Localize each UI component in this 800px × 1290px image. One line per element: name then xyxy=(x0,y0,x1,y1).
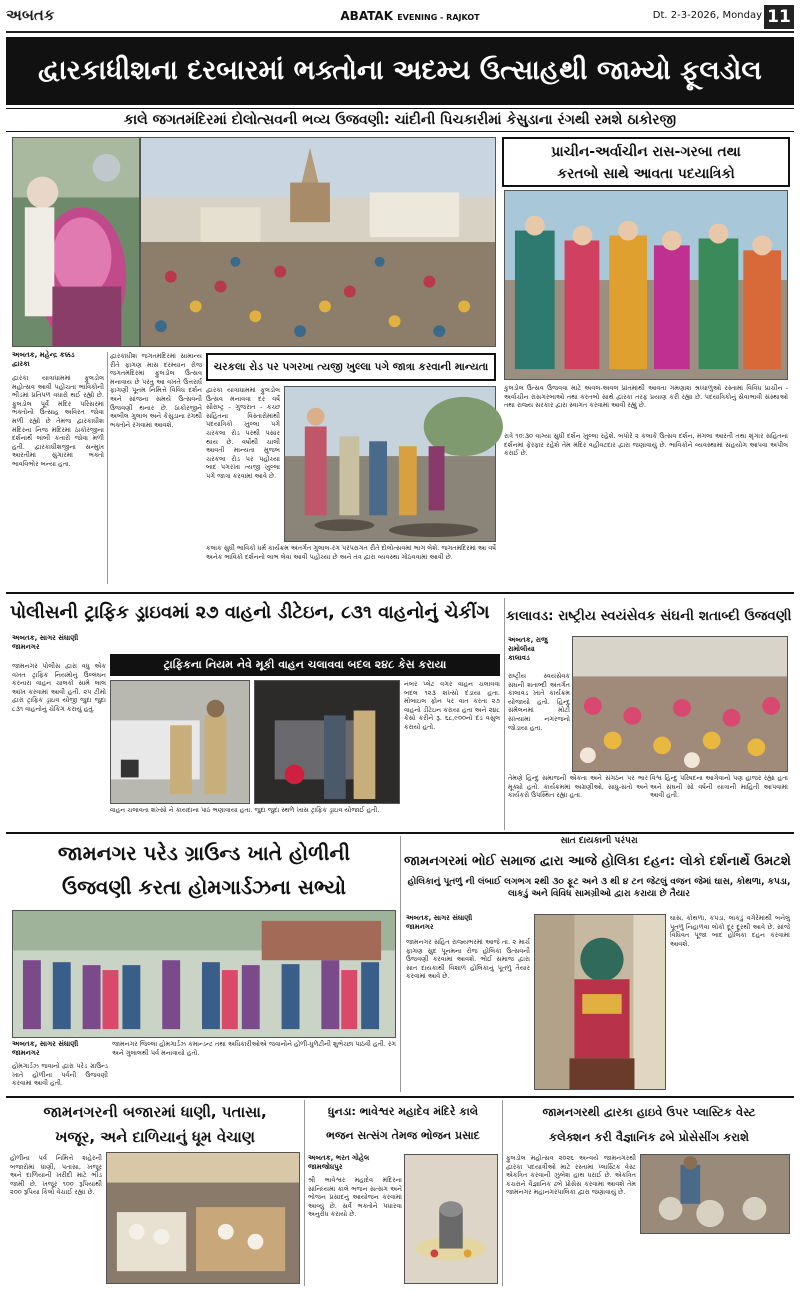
rss-body-1: રાષ્ટ્રીય સ્વયંસેવક સંઘની શતાબ્દી અંતર્ગત કાલાવડ ખાતે કાર્યક્રમ યોજાયો હતો. હિન્દુ સંમેલનમાં મોટી સંખ્યામાં નગરજનો જોડાયા હતા. xyxy=(508,672,570,732)
dates-headline xyxy=(8,1100,302,1152)
bhajan-body: શ્રી ભાવેશ્વર મહાદેવ મંદિરના સાંનિધ્યમાં કાલે ભજન સત્સંગ અને ભોજન પ્રસાદનું આયોજન કરવામાં આવ્યું છે. સર્વે ભક્તોને પધારવા અનુરોધ કરાયો છે. xyxy=(308,1176,402,1219)
lead-byline-place: દ્વારકા xyxy=(12,360,30,368)
homeguard-body-2: જામનગર જિલ્લા હોમગાર્ડઝ કમાન્ડન્ટ તથા અધિકારીઓએ જવાનોને હોળી-ધુળેટીની શુભેચ્છા પાઠવી હતી. રંગ અને ગુલાલથી પર્વ મનાવાયો હતો. xyxy=(112,1040,396,1057)
photo-traffic-police-1 xyxy=(110,680,250,804)
bhajan-headline-line-2: ભજન સત્સંગ તેમજ ભોજન પ્રસાદ xyxy=(326,1129,480,1142)
photo-traffic-police-2 xyxy=(254,680,400,804)
homeguard-byline-author: અબતક, સાગર સંઘાણી xyxy=(12,1040,79,1048)
homeguard-byline xyxy=(12,1040,108,1062)
traffic-headline: પોલીસની ટ્રાફિક ડ્રાઇવમાં ૨૭ વાહનો ડીટેઇન, ૮૩૧ વાહનોનું ચેકીંગ xyxy=(10,602,490,623)
holika-byline xyxy=(406,914,526,936)
plastic-headline xyxy=(504,1100,794,1152)
lead-byline-author: અબતક, મહેન્દ્ર કક્કડ xyxy=(12,351,75,359)
photo-shivling xyxy=(404,1154,498,1284)
homeguard-body-1: હોમગાર્ડઝ જવાનો દ્વારા પરેડ ગ્રાઉન્ડ ખાતે હોળીના પર્વની ઉજવણી કરવામાં આવી હતી. xyxy=(12,1062,108,1088)
masthead-name: ABATAK xyxy=(340,9,394,23)
traffic-byline xyxy=(12,634,108,658)
bhajan-byline-place: જામજોધપુર xyxy=(308,1163,343,1171)
traffic-body-2: વાહન ચલાવતા શખ્સો ને કાયદાના પાઠ ભણાવાયા હતા. જુદા જુદા સ્થળે ખાસ ટ્રાફિક ડ્રાઇવ યોજાઈ હતી. xyxy=(110,806,380,814)
column-rule xyxy=(107,352,108,584)
dates-headline-line-2: ખજૂર, અને દાળિયાનું ધૂમ વેચાણ xyxy=(55,1128,255,1146)
section-divider xyxy=(6,592,794,594)
column-rule xyxy=(504,598,505,830)
dates-headline-line-1: જામનગરની બજારમાં ધાણી, પતાસા, xyxy=(43,1103,267,1121)
photo-plastic-collection xyxy=(640,1154,790,1234)
page-number: 11 xyxy=(764,5,794,29)
holika-kicker: સાત દાયકાની પરંપરા xyxy=(560,836,638,846)
rasa-garba-heading-line-2: કરતબો સાથે આવતા પદયાત્રિકો xyxy=(557,166,735,182)
traffic-body-3: નંબર પ્લેટ વગર વાહન ચલાવવા બદલ ૧૨૩ શખ્સો દંડાયા હતા. મોબાઇલ ફોન પર વાત કરતા ૨૭ વાહનો ડીટેઇન કરાયા હતા અને ૨૪૮ કેસો કરીને રૂ. ૬૮,૯૦૦નો દંડ વસુલ કરાયો હતો. xyxy=(404,680,500,731)
holika-body-2: ઘાસ, કોથળા, કપડા, લાકડું વગેરેમાંથી બનેલું પૂતળું નિહાળવા લોકો દૂર દૂરથી આવે છે. સાંજે વિધિવત પૂજા બાદ હોલિકા દહન કરવામાં આવશે. xyxy=(670,914,790,948)
charkala-road-text: દ્વારકા યાત્રાધામમાં ફુલડોલ ઉત્સવ મનાવવા દર વર્ષે સૌરાષ્ટ્ર - ગુજરાત - કચ્છ સહિતના વિસ્તારોમાંથી પદયાત્રિકો ખુલ્લા પગે ચરકલા રોડ પરથી પસાર થાય છે. વર્ષોથી ચાલી આવતી માન્યતા મુજબ ચરકલા રોડ પર પહોંચ્યા બાદ પગરખા ત્યજી ખુલ્લા પગે જાત્રા કરવામાં આવે છે. xyxy=(206,386,280,480)
holika-byline-place: જામનગર xyxy=(406,923,434,931)
lead-body-column-1: દ્વારકા યાત્રાધામમાં ફુલડોલ મહોત્સવ આવી પહોંચતા ભાવિકોની ભીડમાં પ્રતિપળ વધારો થઈ રહ્યો છે. ફુલડોલ પૂર્વે મંદિર પરિસરમાં ભક્તોનો ઉત્સાહ અવિરત જોવા મળી રહ્યો છે તેમજ દ્વારકાધીશ મંદિરના નિજ મંદિરમાં ઠાકોરજીના દર્શનાર્થે લાંબી કતારો જોવા મળી હતી. દ્વારકાધીશજીના સન્મુખ આરતીમાં સુંગારમાં ભક્તો ભાવવિભોર બન્યા હતા. xyxy=(12,374,104,468)
plastic-headline-line-2: કલેક્શન કરી વૈજ્ઞાનિક ઢબે પ્રોસેસીંગ કરાશે xyxy=(548,1130,749,1144)
lead-body-column-2: દ્વારકાધીશ જગતમંદિરમાં સામાન્ય રીતે ફાગણ માસ દરમ્યાન રોજ જગતમંદિરમાં ફુલડોલ ઉત્સવ મનાવાય છે પરંતુ આ વખતે ઉત્તરાર્ધ ફાગણી પૂનમ નિમિત્તે વિવિધ દર્શન અને સાંજના સમયે ઉત્સવની ઉજવણી થનાર છે. ઠાકોરજીને અબીલ ગુલાલ અને કેસુડાના રંગથી ભક્તોને રંગવામાં આવશે. xyxy=(110,352,202,429)
photo-devotee-offering xyxy=(12,137,140,347)
traffic-subheadline: ટ્રાફિકના નિયમ નેવે મૂકી વાહન ચલાવવા બદલ ૨૪૮ કેસ કરાયા xyxy=(110,654,500,676)
plastic-headline-line-1: જામનગરથી દ્વારકા હાઇવે ઉપર પ્લાસ્ટિક વેસ્ટ xyxy=(542,1105,756,1119)
rss-headline: કાલાવડ: રાષ્ટ્રીય સ્વયંસેવક સંઘની શતાબ્દી ઉજવણી xyxy=(506,608,792,624)
rasa-garba-heading xyxy=(502,137,790,187)
plastic-body: ફુલડોલ મહોત્સવ ૨૦૨૬ અન્વયે જામનગરથી દ્વારકા પદયાત્રીઓ માટે રસ્તામાં પ્લાસ્ટિક વેસ્ટ એકત્રિત કરવાની ઝુંબેશ હાથ ધરાઈ છે. એકત્રિત કચરાને વૈજ્ઞાનિક ઢબે પ્રોસેસ કરવામાં આવશે તેમ જામનગર મહાનગરપાલિકા દ્વારા જણાવાયું છે. xyxy=(506,1154,636,1197)
column-rule xyxy=(502,1100,503,1286)
masthead-edition: EVENING - RAJKOT xyxy=(397,13,480,22)
bhajan-headline-line-1: ધુનડા: ભાવેશ્વર મહાદેવ મંદિરે કાલે xyxy=(327,1105,479,1118)
bhajan-byline-author: અબતક, ભરત ગોહેલ xyxy=(308,1154,370,1162)
homeguard-headline xyxy=(12,836,396,908)
masthead-date: Dt. 2-3-2026, Monday xyxy=(652,10,762,21)
rss-byline-place: કાલાવડ xyxy=(508,654,530,662)
traffic-byline-author: અબતક, સાગર સંઘાણી xyxy=(12,634,79,642)
holika-headline: જામનગરમાં ભોઈ સમાજ દ્વારા આજે હોલિકા દહન: લોકો દર્શનાર્થે ઉમટશે xyxy=(404,854,791,869)
homeguard-headline-line-1: જામનગર પરેડ ગ્રાઉન્ડ ખાતે હોળીની xyxy=(57,841,351,865)
photo-temple-crowd xyxy=(140,137,496,347)
photo-homeguard-members xyxy=(12,910,396,1038)
lead-headline: દ્વારકાધીશના દરબારમાં ભક્તોના અદમ્ય ઉત્સાહથી જામ્યો ફૂલડોલ xyxy=(6,37,794,105)
photo-rss-gathering xyxy=(572,636,788,772)
rasa-garba-heading-line-1: પ્રાચીન-અર્વાચીન રાસ-ગરબા તથા xyxy=(551,144,741,160)
bhajan-headline xyxy=(306,1100,500,1152)
holika-subheadline: હોલિકાનું પૂતળું ની લંબાઈ લગભગ ૨થી ૩૦ ફૂટ અને ૩ થી ૪ ટન જેટલું વજન જેમાં ઘાસ, કોથળા, કપડા, લાકડું અને વિવિધ સામગ્રીઓ દ્વારા કરાયા છે તૈયાર xyxy=(407,877,791,899)
homeguard-byline-place: જામનગર xyxy=(12,1049,40,1057)
newspaper-logo: અબતક xyxy=(6,6,55,24)
holika-body-1: જામનગર સહિત રાજ્યભરમાં આજે તા. ૨ માર્ચ ફાગણ સુદ પૂનમના રોજ હોલિકા ઉત્સવની ઉજવણી કરવામાં આવશે. ભોઈ સમાજ દ્વારા સાત દાયકાથી વિશાળ હોલિકાનું પૂતળું તૈયાર કરવામાં આવે છે. xyxy=(406,938,530,981)
rss-byline xyxy=(508,636,570,670)
traffic-byline-place: જામનગર xyxy=(12,643,40,651)
section-divider xyxy=(6,832,794,834)
rss-body-2: તેમણે હિન્દુ સમાજની એકતા અને સંગઠન પર ભાર મૂક્યો હતો. કાર્યક્રમમાં અગ્રણીઓ, સાધુ-સંતો અને કાર્યકરો ઉપસ્થિત રહ્યા હતા. xyxy=(508,774,648,800)
rasa-garba-text: કુલડોલ ઉત્સવ ઉજવવા માટે અવલ-અવલ પ્રાંતમાંથી આવતા ગમણાશ શ્રધ્ધાળુઓ રસ્તામાં વિવિધ પ્રાચીન - અર્વાચીન રાસગરબાઓ તથા કરતબો સાથે દ્વારકા તરફ પ્રયાણ કરી રહ્યા છે. પદયાત્રિકોનું સેવાભાવી સંસ્થાઓ તથા રાજ્ય સરકાર દ્વારા સ્વાગત કરવામાં આવી રહ્યું છે. xyxy=(504,384,788,410)
photo-market-stall xyxy=(106,1152,300,1284)
lead-subheadline: કાલે જગતમંદિરમાં દોલોત્સવની ભવ્ય ઉજવણી: ચાંદીની પિચકારીમાં કેસુડાના રંગથી રમશે ઠાકોરજી xyxy=(6,108,794,132)
lead-byline xyxy=(12,351,104,373)
masthead-rule xyxy=(6,31,794,33)
holika-byline-author: અબતક, સાગર સંઘાણી xyxy=(406,914,473,922)
charkala-road-heading: ચરકલા રોડ પર પગરખા ત્યજી ખુલ્લા પગે જાત્રા કરવાની માન્યતા xyxy=(206,353,496,381)
charkala-road-text-2: કલાક સુધી ભાવિકો ધર્મ કાર્યક્રમ અંતર્ગત ગુલાલ-રંગ પરંપરાગત રીતે દોલોત્સવમાં ભાગ લેશે. જગતમંદિરમાં આ વર્ષે અનેક ભાવિકો દર્શનનો લાભ લેવા આવી પહોંચ્યા છે અને તંત્ર દ્વારા વ્યવસ્થા ગોઠવવામાં આવી છે. xyxy=(206,544,496,561)
homeguard-headline-line-2: ઉજવણી કરતા હોમગાર્ડઝના સભ્યો xyxy=(61,875,346,899)
photo-pilgrims-walking xyxy=(284,386,496,542)
rss-byline-author: અબતક, રાજુ રામોલીયા xyxy=(508,636,548,653)
rss-body-3: વિશ્વ હિન્દુ પરિષદના આગેવાનો પણ હાજર રહ્યા હતા અને સંઘની સો વર્ષની યાત્રાની માહિતી આપવામાં આવી હતી. xyxy=(650,774,788,800)
column-rule xyxy=(400,836,401,1092)
photo-rasa-garba-dancers xyxy=(504,190,788,380)
dates-body: હોળીના પર્વ નિમિત્તે શહેરની બજારોમાં ધાણી, પતાસા, ખજૂર અને દાળિયાની ખરીદી માટે ભીડ જામી છે. ખજૂર ૧૦૦ રૂપિયાથી ૨૦૦ રૂપિયા કિલો વેચાઈ રહ્યા છે. xyxy=(10,1154,102,1197)
bhajan-byline xyxy=(308,1154,402,1176)
column-rule xyxy=(304,1100,305,1286)
photo-holika-effigy xyxy=(534,914,666,1090)
masthead-title xyxy=(300,9,520,27)
section-divider xyxy=(6,1096,794,1098)
traffic-body-1: જામનગર પોલીસ દ્વારા વધુ એક વખત ટ્રાફિક નિયમોનું ઉલ્લંઘન કરનારા વાહન ચાલકો સામે લાલ આંખ કરવામાં આવી હતી. ૨૫ ટીમો દ્વારા ટ્રાફિક ડ્રાઇવ યોજી જુદા જુદા ૮૩૧ વાહનોનું ચેકિંગ કરાયું હતું. xyxy=(12,662,106,713)
lead-body-column-right: રાત્રે ૧૦:૩૦ વાગ્યા સુધી દર્શન ખુલ્લા રહેશે. બપોરે ૨ કલાકે ઉત્સવ દર્શન, મંગલા આરતી તથા શૃંગાર સહિતના દર્શનમાં ફેરફાર રહેશે તેમ મંદિર વહીવટદાર દ્વારા જણાવાયું છે. ભાવિકોને વ્યવસ્થામાં સહયોગ આપવા અપીલ કરાઈ છે. xyxy=(504,432,788,458)
